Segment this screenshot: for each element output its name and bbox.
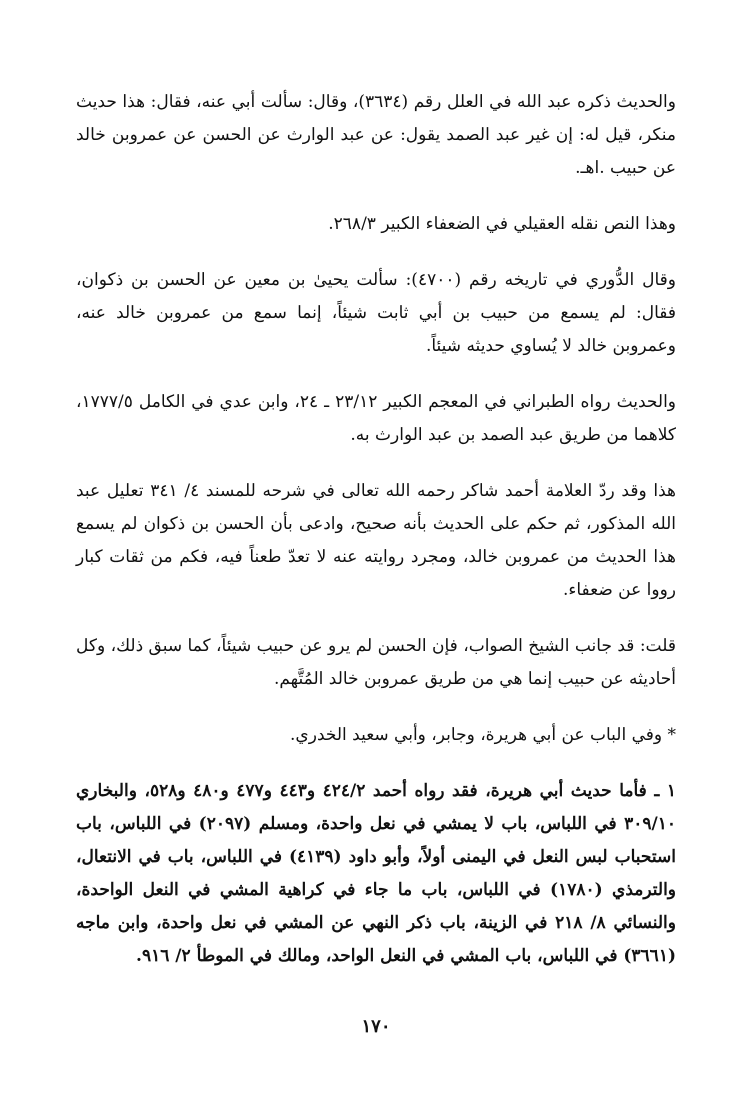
paragraph-gap — [76, 241, 676, 264]
paragraph-shakir: هذا وقد ردّ العلامة أحمد شاكر رحمه الله تعالى في شرحه للمسند ٤/ ٣٤١ تعليل عبد الله المذكور، ثم حكم على الحديث بأنه صحيح، وادعى بأن الحسن بن ذكوان لم يسمع هذا الحديث من عمروبن خالد، ومجرد روايته عنه لا تعدّ طعناً فيه، فكم من ثقات كبار رووا عن ضعفاء. — [76, 481, 676, 600]
paragraph-tabarani: والحديث رواه الطبراني في المعجم الكبير ٢٣/١٢ ـ ٢٤، وابن عدي في الكامل ١٧٧٧/٥، كلاهما من طريق عبد الصمد بن عبد الوارث به. — [76, 392, 677, 445]
paragraph-gap — [76, 185, 676, 208]
paragraph-uqayli: وهذا النص نقله العقيلي في الضعفاء الكبير ٢٦٨/٣. — [328, 214, 676, 234]
paragraph-gap — [76, 607, 676, 630]
paragraph-abu-hurayra: ١ ـ فأما حديث أبي هريرة، فقد رواه أحمد ٤٢٤/٢ و٤٤٣ و٤٧٧ و٤٨٠ و٥٢٨، والبخاري ٣٠٩/١٠ في اللباس، باب لا يمشي في نعل واحدة، ومسلم (٢٠٩٧) في اللباس، باب استحباب لبس النعل في اليمنى أولاً، وأبو داود (٤١٣٩) في اللباس، باب في الانتعال، والترمذي (١٧٨٠) في اللباس، باب ما جاء في كراهية المشي في النعل الواحدة، والنسائي ٨/ ٢١٨ في الزينة، باب ذكر النهي عن المشي في نعل واحدة، وابن ماجه (٣٦٦١) في اللباس، باب المشي في النعل الواحد، ومالك في الموطأ ٢/ ٩١٦. — [76, 781, 677, 966]
page-number: ١٧٠ — [361, 1016, 391, 1037]
paragraph-gap — [76, 696, 676, 719]
paragraph-gap — [76, 752, 676, 775]
paragraph-gap — [76, 363, 676, 386]
paragraph-response: قلت: قد جانب الشيخ الصواب، فإن الحسن لم يرو عن حبيب شيئاً، كما سبق ذلك، وكل أحاديثه عن حبيب إنما هي من طريق عمروبن خالد المُتَّهم. — [76, 636, 676, 689]
paragraph-ilal-citation: والحديث ذكره عبد الله في العلل رقم (٣٦٣٤)، وقال: سألت أبي عنه، فقال: هذا حديث منكر، قيل له: إن غير عبد الصمد يقول: عن عبد الوارث عن الحسن عن عمروبن خالد عن حبيب .اهـ. — [76, 92, 676, 178]
paragraph-chapter-note: * وفي الباب عن أبي هريرة، وجابر، وأبي سعيد الخدري. — [290, 725, 676, 745]
paragraph-duri: وقال الدُّوري في تاريخه رقم (٤٧٠٠): سألت يحيىٰ بن معين عن الحسن بن ذكوان، فقال: لم يسمع من حبيب بن أبي ثابت شيئاً، إنما سمع من عمروبن خالد عنه، وعمروبن خالد لا يُساوي حديثه شيئاً. — [76, 270, 676, 356]
paragraph-gap — [76, 452, 676, 475]
